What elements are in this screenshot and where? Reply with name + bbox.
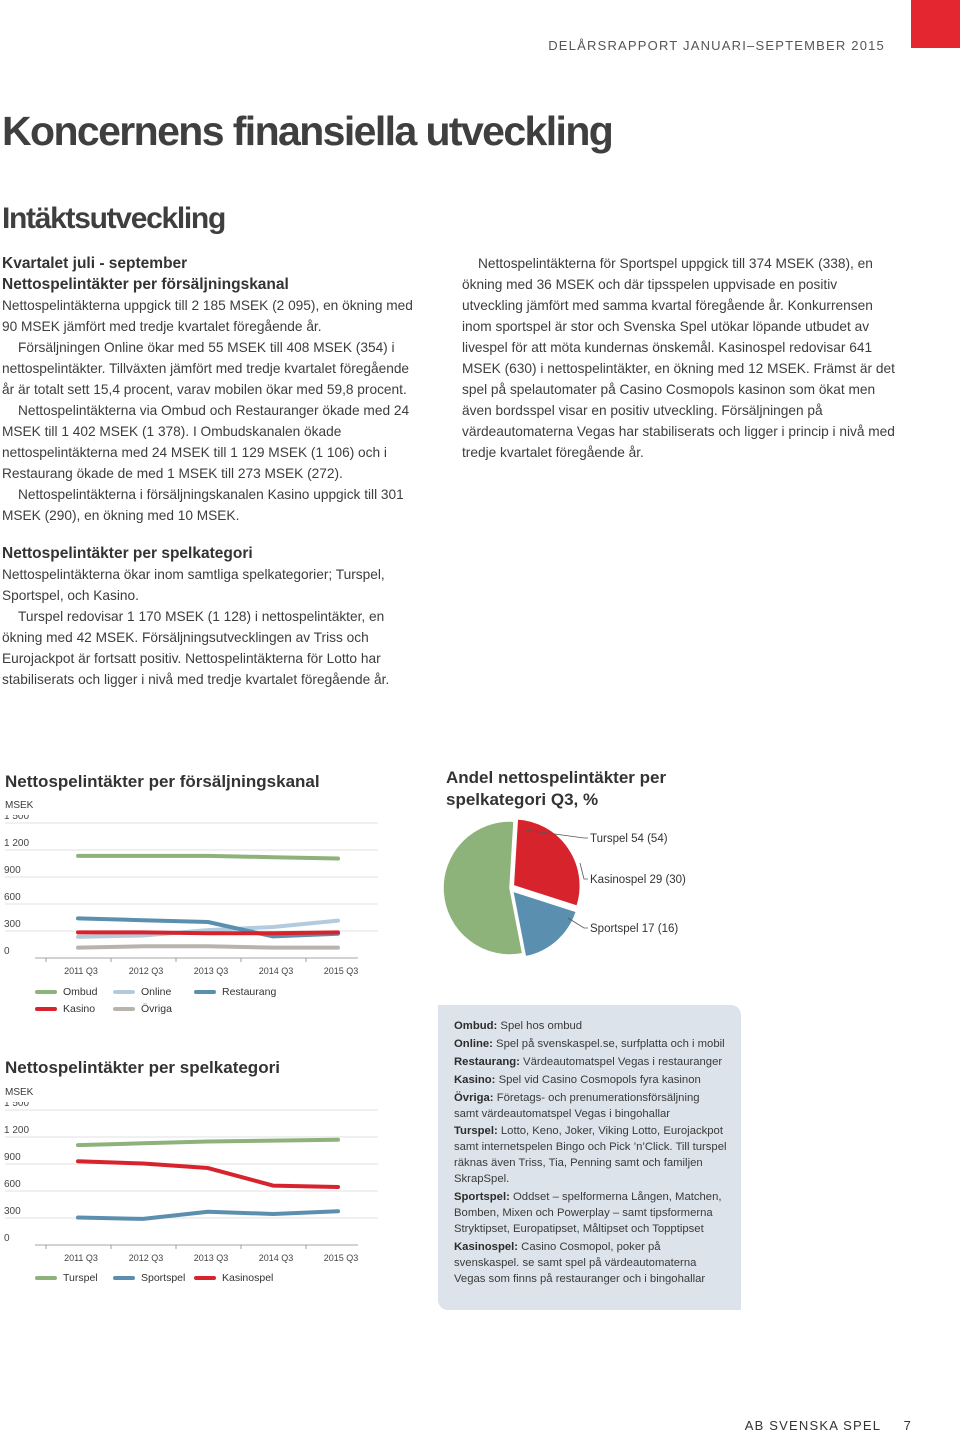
series-line-ombud [78,856,338,859]
definition-entry [454,1190,727,1238]
legend-swatch [194,990,216,994]
legend-swatch [35,1276,57,1280]
x-tick-label: 2015 Q3 [323,1253,359,1263]
legend-swatch [113,1276,135,1280]
quarter-heading: Kvartalet juli - september [2,255,188,272]
legend-label: Online [141,986,172,998]
definition-term: Restaurang: [454,1055,520,1068]
paragraph: Nettospelintäkterna för Sportspel uppgick till 374 MSEK (338), en ökning med 36 MSEK och där tipsspelen uppvisade en positiv utveckling jämfört med samma kvartal föregående år. Konkurrensen inom sportspel är stor och Svenska Spel utökar löpande utbudet av livespel för att möta kundernas önskemål. Kasinospel redovisar 641 MSEK (630) i nettospelintäkter, en ökning med 12 MSEK. Främst är det spel på spelautomater på Casino Cosmopols kasinon som ökat men även bordsspel visar en positiv utveckling. Försäljningen på värdeautomaterna Vegas har stabiliserats och ligger i princip i nivå med tredje kvartalet föregående år. [462,256,895,460]
chart-svg [0,815,420,980]
paragraph: Nettospelintäkterna i försäljningskanalen Kasino uppgick till 301 MSEK (290), en ökning med 10 MSEK. [2,487,404,523]
y-tick-label: 1 500 [4,1102,30,1109]
pie-label: Kasinospel 29 (30) [590,874,686,886]
definition-entry [454,1091,727,1123]
definition-entry [454,1240,727,1288]
page-number: 7 [903,1418,912,1433]
y-tick-label: 0 [4,946,10,957]
paragraph: Försäljningen Online ökar med 55 MSEK till 408 MSEK (354) i nettospelintäkter. Tillväxten jämfört med tredje kvartalet föregående år är totalt sett 15,4 procent, varav mobilen ökar med 59,8 procent. [2,340,410,397]
pie-label: Turspel 54 (54) [590,833,668,845]
legend-label: Restaurang [222,986,277,998]
series-line-kasinospel [78,1161,338,1187]
definition-entry [454,1073,727,1089]
legend-item [194,986,276,998]
definition-term: Online: [454,1037,493,1050]
definition-term: Kasino: [454,1073,496,1086]
y-tick-label: 1 200 [4,1125,30,1136]
right-column-text [462,253,897,463]
definition-entry [454,1019,727,1035]
legend-swatch [35,1007,57,1011]
series-line-övriga [78,946,338,947]
pie-slice-turspel [443,821,523,955]
series-line-turspel [78,1140,338,1145]
channel-heading: Nettospelintäkter per försäljningskanal [2,276,289,293]
x-tick-label: 2012 Q3 [128,1253,164,1263]
pie-slice-kasinospel [513,819,580,906]
legend-swatch [113,990,135,994]
legend-label: Kasino [63,1003,96,1015]
definition-text: Casino Cosmopol, poker på svenskaspel. se samt spel på värdeautomaterna Vegas som finns på restauranger och i bingohallar [454,1240,706,1285]
definition-text: Spel på svenskaspel.se, surfplatta och i mobil [492,1037,725,1050]
line-chart-category [0,1102,420,1267]
definition-text: Spel hos ombud [497,1020,583,1032]
channel-text-section [2,253,420,526]
definition-text: Spel vid Casino Cosmopols fyra kasinon [495,1073,701,1086]
pie-svg [430,818,720,968]
chart-ylabel-channel: MSEK [5,800,34,811]
x-tick-label: 2013 Q3 [193,1253,229,1263]
pie-chart-category [430,818,720,968]
legend-swatch [35,990,57,994]
page-title: Koncernens finansiella utveckling [2,108,613,154]
definition-term: Övriga: [454,1091,494,1104]
legend-item [35,1003,95,1015]
legend-label: Sportspel [141,1272,186,1284]
y-tick-label: 600 [4,1179,21,1190]
y-tick-label: 1 200 [4,838,30,849]
category-text-section [2,543,420,690]
definition-text: Värdeautomatspel Vegas i restauranger [519,1055,723,1068]
y-tick-label: 1 500 [4,815,30,822]
legend-item [113,1272,185,1284]
x-tick-label: 2013 Q3 [193,966,229,976]
legend-swatch [194,1276,216,1280]
report-header: DELÅRSRAPPORT JANUARI–SEPTEMBER 2015 [548,38,885,53]
category-heading: Nettospelintäkter per spelkategori [2,545,253,562]
y-tick-label: 900 [4,1152,21,1163]
y-tick-label: 0 [4,1233,10,1244]
definition-term: Turspel: [454,1125,498,1138]
y-tick-label: 900 [4,865,21,876]
legend-item [35,986,97,998]
definition-text: Oddset – spelformerna Lången, Matchen, Bomben, Mixen och Powerplay – samt tipsformerna Stryktipset, Europatipset, Måltipset och Topptipset [454,1191,722,1235]
category-body [2,564,420,690]
series-line-kasino [78,932,338,933]
accent-tab [911,0,960,48]
chart-title-channel: Nettospelintäkter per försäljningskanal [5,772,320,791]
paragraph: Turspel redovisar 1 170 MSEK (1 128) i nettospelintäkter, en ökning med 42 MSEK. Försäljningsutvecklingen av Triss och Eurojackpot är fortsatt positiv. Nettospelintäkterna för Lotto har stabiliserats och ligger i nivå med tredje kvartalet föregående år. [2,609,390,687]
chart-svg [0,1102,420,1267]
y-tick-label: 600 [4,892,21,903]
definition-entry [454,1124,727,1188]
paragraph: Nettospelintäkterna uppgick till 2 185 MSEK (2 095), en ökning med 90 MSEK jämfört med tredje kvartalet föregående år. [2,298,413,334]
definition-term: Ombud: [454,1020,498,1032]
legend-item [113,986,171,998]
paragraph: Nettospelintäkterna ökar inom samtliga spelkategorier; Turspel, Sportspel, och Kasino. [2,567,385,603]
pie-label: Sportspel 17 (16) [590,923,679,935]
pie-leader-line [580,863,588,879]
x-tick-label: 2015 Q3 [323,966,359,976]
y-tick-label: 300 [4,1206,21,1217]
paragraph: Nettospelintäkterna via Ombud och Restauranger ökade med 24 MSEK till 1 402 MSEK (1 378). I Ombudskanalen ökade nettospelintäkterna med 24 MSEK till 1 129 MSEK (1 106) och i Restaurang ökade de med 1 MSEK till 273 MSEK (272). [2,403,410,481]
chart-title-pie: Andel nettospelintäkter per spelkategori Q3, % [446,768,667,809]
legend-swatch [113,1007,135,1011]
definition-entry [454,1055,727,1071]
x-tick-label: 2011 Q3 [64,1253,98,1263]
x-tick-label: 2012 Q3 [128,966,164,976]
definition-text: Företags- och prenumerationsförsäljning samt värdeautomatspel Vegas i bingohallar [454,1091,700,1120]
x-tick-label: 2011 Q3 [64,966,98,976]
legend-label: Ombud [63,986,98,998]
definitions-box [438,1005,741,1310]
y-tick-label: 300 [4,919,21,930]
chart-title-category: Nettospelintäkter per spelkategori [5,1058,280,1077]
legend-item [113,1003,172,1015]
page-footer [745,1418,912,1433]
definition-term: Sportspel: [454,1191,510,1204]
line-chart-channel [0,815,420,980]
definition-entry [454,1037,727,1053]
definition-text: Lotto, Keno, Joker, Viking Lotto, Eurojackpot samt internetspelen Bingo och Pick ’n’Click. Till turspel räknas även Triss, Tia, Penning samt och familjen SkrapSpel. [454,1125,727,1186]
chart-ylabel-category: MSEK [5,1087,34,1098]
x-tick-label: 2014 Q3 [258,1253,294,1263]
definition-term: Kasinospel: [454,1240,519,1253]
legend-label: Övriga [141,1003,172,1015]
channel-body [2,295,420,526]
footer-company: AB SVENSKA SPEL [744,1418,881,1433]
legend-item [35,1272,98,1284]
legend-label: Turspel [63,1272,98,1284]
x-tick-label: 2014 Q3 [258,966,294,976]
legend-item [194,1272,273,1284]
legend-label: Kasinospel [222,1272,274,1284]
section-title: Intäktsutveckling [2,202,225,235]
